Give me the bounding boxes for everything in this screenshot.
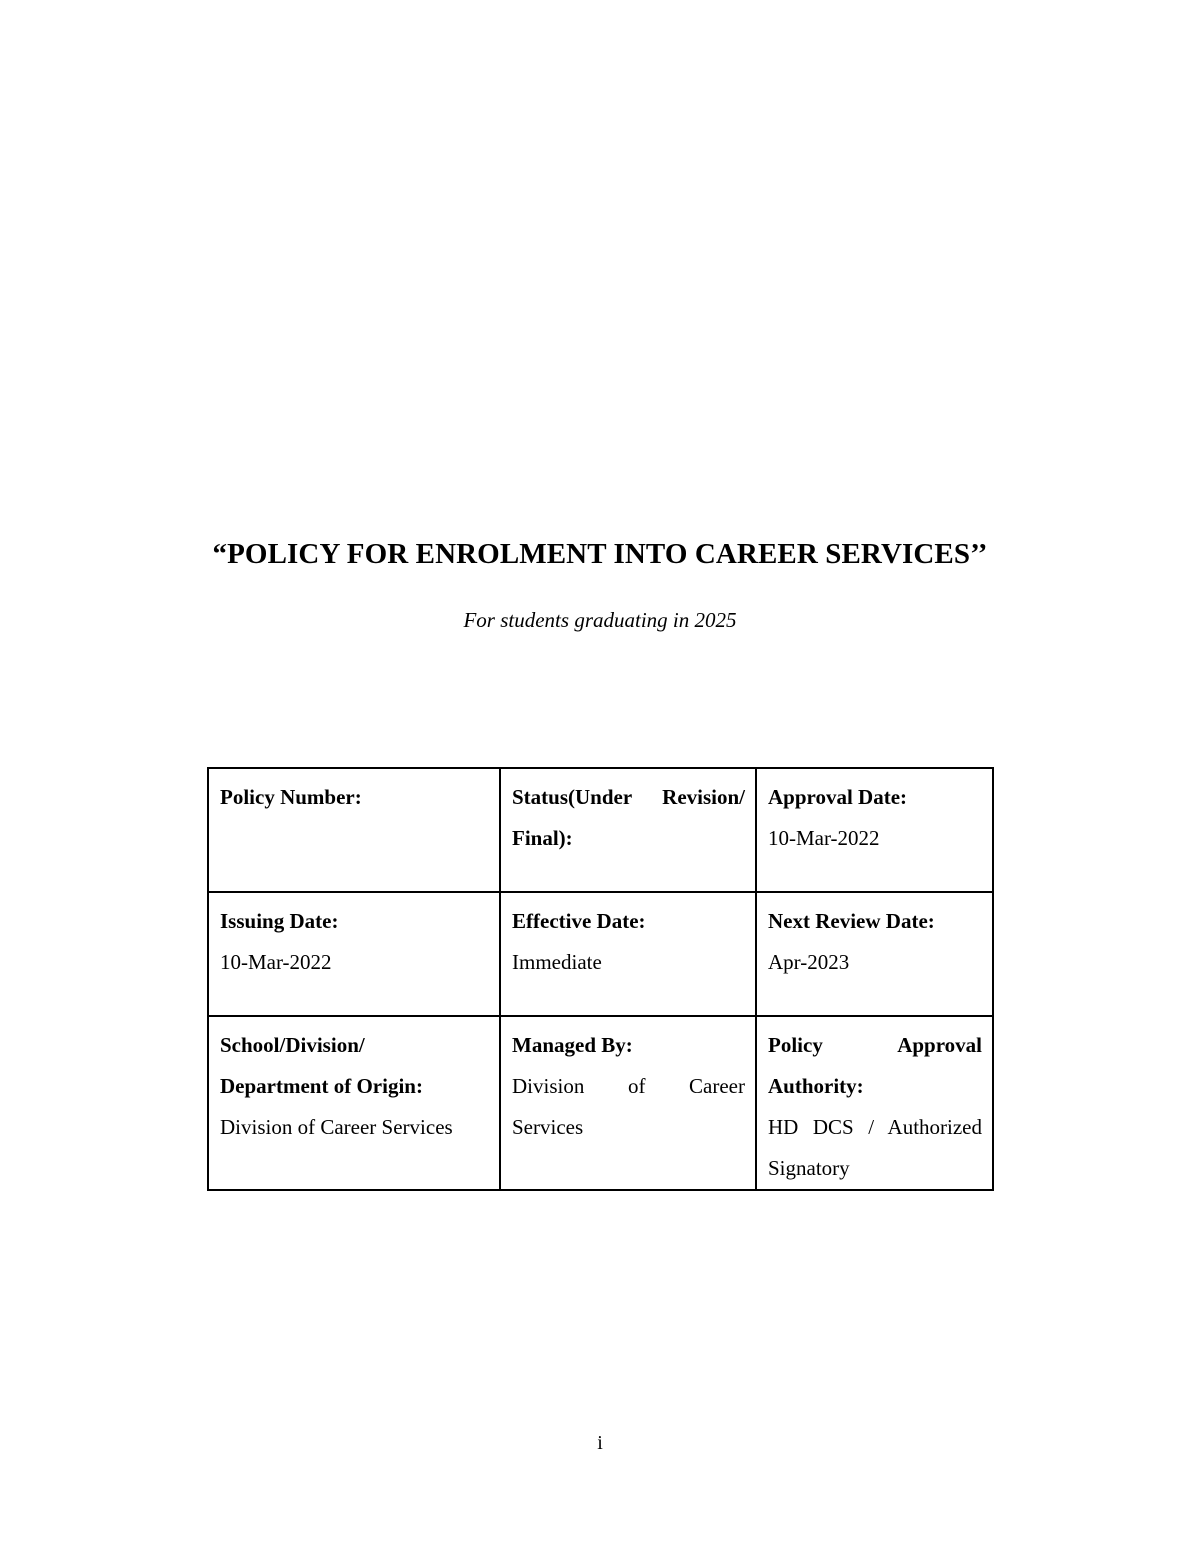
issuing-date-label: Issuing Date: (220, 909, 339, 933)
effective-date-value: Immediate (512, 950, 602, 974)
policy-metadata-table (207, 767, 994, 1191)
next-review-date-cell (756, 892, 993, 1016)
table-row (208, 768, 993, 892)
approval-authority-label-line1: Policy Approval (768, 1033, 982, 1057)
approval-authority-label-line2: Authority: (768, 1074, 864, 1098)
status-cell (500, 768, 756, 892)
document-subtitle: For students graduating in 2025 (463, 608, 737, 632)
document-title: “POLICY FOR ENROLMENT INTO CAREER SERVICES’’ (212, 538, 988, 570)
effective-date-cell (500, 892, 756, 1016)
origin-value: Division of Career Services (220, 1115, 453, 1139)
approval-date-value: 10-Mar-2022 (768, 826, 880, 850)
managed-by-value-line1: Division of Career (512, 1074, 745, 1098)
status-label-line2: Final): (512, 826, 573, 850)
approval-date-label: Approval Date: (768, 785, 908, 809)
managed-by-value-line2: Services (512, 1115, 584, 1139)
policy-number-cell (208, 768, 500, 892)
effective-date-label: Effective Date: (512, 909, 646, 933)
table-row (208, 892, 993, 1016)
table-row (208, 1016, 993, 1190)
approval-authority-value-line1: HD DCS / Authorized (768, 1115, 982, 1139)
issuing-date-value: 10-Mar-2022 (220, 950, 332, 974)
approval-authority-cell (756, 1016, 993, 1190)
origin-label-line1: School/Division/ (220, 1033, 365, 1057)
next-review-date-label: Next Review Date: (768, 909, 935, 933)
status-label-line1: Status(Under Revision/ (512, 785, 745, 809)
next-review-date-value: Apr-2023 (768, 950, 850, 974)
policy-number-label: Policy Number: (220, 785, 362, 809)
issuing-date-cell (208, 892, 500, 1016)
managed-by-label: Managed By: (512, 1033, 633, 1057)
approval-date-cell (756, 768, 993, 892)
origin-label-line2: Department of Origin: (220, 1074, 423, 1098)
origin-cell (208, 1016, 500, 1190)
approval-authority-value-line2: Signatory (768, 1156, 850, 1180)
managed-by-cell (500, 1016, 756, 1190)
page-number: i (597, 1432, 603, 1454)
